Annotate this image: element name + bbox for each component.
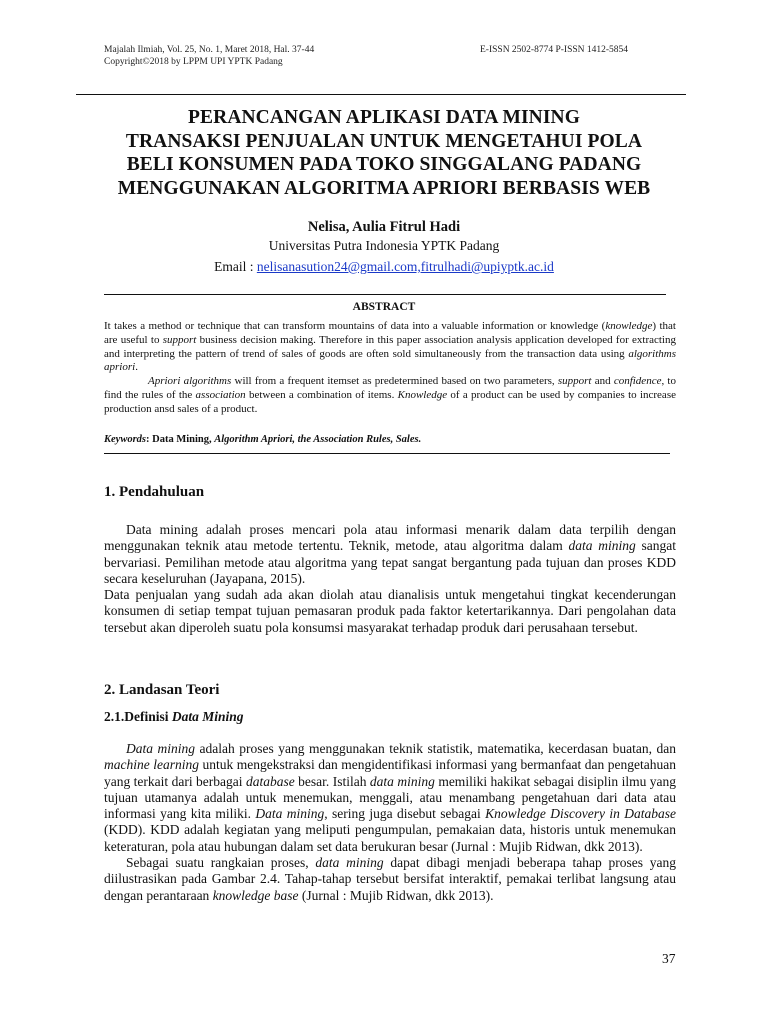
abstract-heading: ABSTRACT (352, 301, 416, 313)
title-line: MENGGUNAKAN ALGORITMA APRIORI BERBASIS WEB (117, 177, 651, 199)
running-header-left (104, 44, 314, 68)
authors: Nelisa, Aulia Fitrul Hadi (307, 219, 461, 235)
section-heading-pendahuluan: 1. Pendahuluan (104, 484, 205, 500)
journal-citation: Majalah Ilmiah, Vol. 25, No. 1, Maret 2018, Hal. 37-44 (104, 45, 315, 55)
page-number: 37 (662, 951, 676, 966)
email-line (0, 259, 768, 275)
keywords-label: Keywords (104, 434, 146, 445)
copyright-line: Copyright©2018 by LPPM UPI YPTK Padang (104, 57, 283, 67)
body-paragraph: Data penjualan yang sudah ada akan diolah atau dianalisis untuk mengetahui tingkat kecenderungan konsumen di setiap tempat tujuan pemasaran produk pada faktor ketertarikannya. Dari pengolahan data tersebut akan diperoleh suatu pola konsumsi masyarakat terhadap produk dari perusahaan tersebut. (104, 587, 676, 635)
body-paragraph: Data mining adalah proses yang menggunakan teknik statistik, matematika, kecerdasan buatan, dan machine learning untuk mengekstraksi dan mengidentifikasi informasi yang bermanfaat dan pengetahuan yang terkait dari berbagai database besar. Istilah data mining memiliki hakikat sebagai disiplin ilmu yang tujuan utamanya adalah untuk menemukan, menggali, atau menambang pengetahuan dari data atau informasi yang kita miliki. Data mining, sering juga disebut sebagai Knowledge Discovery in Database (KDD). KDD adalah kegiatan yang meliputi pengumpulan, pemakaian data, historis untuk menemukan keteraturan, pola atau hubungan dalam set data berukuran besar (Jurnal : Mujib Ridwan, dkk 2013). (104, 741, 677, 854)
body-paragraph: Data mining adalah proses mencari pola atau informasi menarik dalam data terpilih dengan menggunakan teknik atau metode tertentu. Teknik, metode, atau algoritma dalam data mining sangat bervariasi. Pemilihan metode atau algoritma yang tepat sangat bergantung pada tujuan dan proses KDD secara keseluruhan (Jayapana, 2015). (104, 522, 676, 586)
header-divider (76, 94, 686, 95)
email-label: Email : (214, 259, 254, 274)
issn-line: E-ISSN 2502-8774 P-ISSN 1412-5854 (480, 45, 629, 55)
email-link[interactable]: nelisanasution24@gmail.com,fitrulhadi@upiyptk.ac.id (256, 259, 554, 274)
abstract-bottom-rule (104, 453, 670, 454)
title-line: TRANSAKSI PENJUALAN UNTUK MENGETAHUI POLA (125, 130, 643, 152)
keywords-line: Keywords: Data Mining, Algorithm Apriori, the Association Rules, Sales. (104, 434, 422, 445)
abstract-paragraph: Apriori algorithms will from a frequent itemset as predetermined based on two parameters, support and confidence, to find the rules of the association between a combination of items. Knowledge of a product can be used by companies to increase production ansd sales of a product. (104, 375, 676, 415)
abstract-paragraph: It takes a method or technique that can transform mountains of data into a valuable information or knowledge (knowledge) that are useful to support business decision making. Therefore in this paper association analysis application developed for extracting and interpreting the pattern of trend of sales of goods are often sold simultaneously from the transaction data using algorithms apriori. (104, 320, 676, 374)
title-line: PERANCANGAN APLIKASI DATA MINING (188, 107, 580, 128)
affiliation: Universitas Putra Indonesia YPTK Padang (268, 238, 500, 253)
section-heading-landasan: 2. Landasan Teori (104, 682, 220, 698)
abstract-body (104, 320, 676, 417)
paper-title (90, 106, 678, 200)
landasan-body (104, 741, 676, 904)
pendahuluan-body (104, 522, 676, 636)
title-line: BELI KONSUMEN PADA TOKO SINGGALANG PADANG (126, 154, 642, 175)
subsection-heading-definisi: 2.1.Definisi Data Mining (104, 709, 244, 724)
body-paragraph: Sebagai suatu rangkaian proses, data mining dapat dibagi menjadi beberapa tahap proses yang diilustrasikan pada Gambar 2.4. Tahap-tahap tersebut bersifat interaktif, pemakai terlibat langsung atau dengan perantaraan knowledge base (Jurnal : Mujib Ridwan, dkk 2013). (104, 855, 676, 903)
abstract-top-rule (104, 294, 666, 295)
